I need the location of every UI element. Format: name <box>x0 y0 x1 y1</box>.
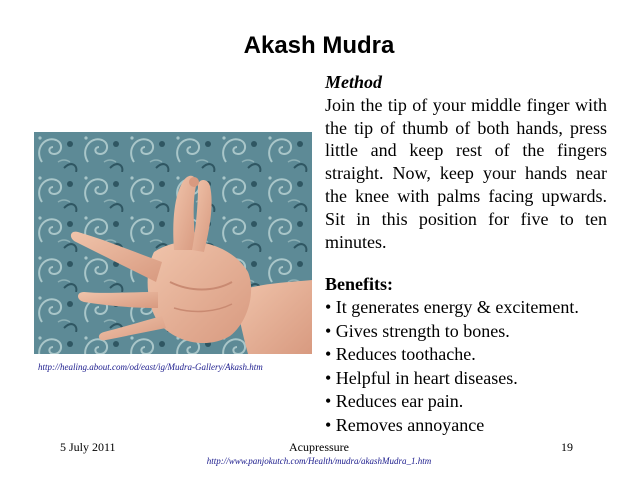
benefit-item: • Reduces ear pain. <box>325 391 464 412</box>
slide-title: Akash Mudra <box>243 32 395 59</box>
method-section <box>325 71 607 253</box>
photo-credit-link[interactable]: http://healing.about.com/od/east/ig/Mudra-Gallery/Akash.htm <box>38 362 263 372</box>
benefit-item: • Helpful in heart diseases. <box>325 367 518 388</box>
hand-mudra-photo <box>34 132 312 354</box>
method-heading: Method <box>325 72 383 92</box>
source-url-link[interactable]: http://www.panjokutch.com/Health/mudra/akashMudra_1.htm <box>206 456 432 466</box>
benefit-item: • Removes annoyance <box>325 414 485 435</box>
footer-title: Acupressure <box>289 440 349 454</box>
benefit-item: • Reduces toothache. <box>325 344 476 365</box>
footer-date: 5 July 2011 <box>60 440 116 454</box>
page-number: 19 <box>561 440 573 454</box>
benefits-section <box>325 272 625 438</box>
benefit-item: • It generates energy & excitement. <box>325 297 579 317</box>
method-text: Join the tip of your middle finger with the tip of thumb of both hands, press little and keep rest of the fingers straight. Now, keep your hands near the knee with palms facing upwards. Sit in this position for five to ten minutes. <box>325 94 607 252</box>
benefits-heading: Benefits: <box>325 274 393 294</box>
benefit-item: • Gives strength to bones. <box>325 320 510 341</box>
